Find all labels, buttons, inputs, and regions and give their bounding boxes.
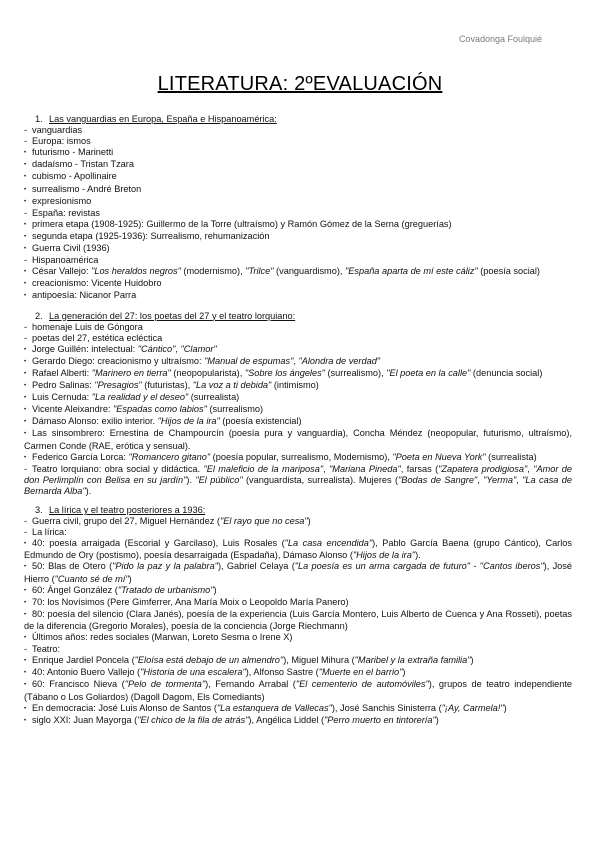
list-item: • En democracia: José Luis Alonso de Santos ("La estanquera de Vallecas"), José Sanchis Sinisterra ("¡Ay, Carmela!") — [24, 703, 572, 715]
bullet-icon: • — [24, 431, 27, 438]
bullet-icon: • — [24, 198, 27, 205]
list-item: • 80: poesía del silencio (Clara Janés), poesía de la experiencia (Luis García Montero, Luis Alberto de Cuenca y Ana Rosseti), poetas de la diferencia (Gregorio Morales), poesía de la conciencia (Jorge Riechmann) — [24, 608, 572, 631]
author-name: Covadonga Foulquié — [458, 34, 542, 44]
list-item: • Pedro Salinas: "Presagios" (futuristas), "La voz a ti debida" (intimismo) — [24, 380, 572, 392]
list-item: • Jorge Guillén: intelectual: "Cántico", "Clamor" — [24, 344, 572, 356]
list-item: - España: revistas — [24, 207, 100, 218]
bullet-icon: • — [24, 186, 27, 193]
dash-marker: - — [24, 516, 28, 527]
bullet-icon: • — [24, 221, 27, 228]
list-item: • 50: Blas de Otero ("Pido la paz y la palabra"), Gabriel Celaya ("La poesía es un arma cargada de futuro" - "Cantos iberos"), José Hierro ("Cuanto sé de mí") — [24, 561, 572, 584]
section-number: 3. — [35, 505, 43, 515]
dash-marker: - — [24, 255, 28, 266]
list-item: • cubismo - Apollinaire — [24, 171, 572, 183]
dash-marker: - — [24, 332, 28, 343]
section-2 — [24, 311, 572, 498]
bullet-icon: • — [24, 346, 27, 353]
list-item: • Últimos años: redes sociales (Marwan, Loreto Sesma o Irene X) — [24, 632, 572, 644]
bullet-icon: • — [24, 174, 27, 181]
document-body — [24, 114, 572, 735]
list-item: • dadaísmo - Tristan Tzara — [24, 159, 572, 171]
bullet-icon: • — [24, 293, 27, 300]
bullet-icon: • — [24, 383, 27, 390]
bullet-icon: • — [24, 358, 27, 365]
list-item: - Guerra civil, grupo del 27, Miguel Hernández ("El rayo que no cesa") — [24, 516, 311, 527]
list-item: • 40: poesía arraigada (Escorial y Garcilaso), Luis Rosales ("La casa encendida"), Pablo García Baena (grupo Cántico), Carlos Edmundo de Ory (postismo), poesía desarraigada (Espadaña), Dámaso Alonso ("Hijos de la ira"). — [24, 538, 572, 561]
list-item: • 60: Ángel González ("Tratado de urbanismo") — [24, 585, 572, 597]
dash-marker: - — [24, 125, 28, 136]
bullet-icon: • — [24, 587, 27, 594]
list-item: - Europa: ismos — [24, 136, 91, 147]
list-item: • 60: Francisco Nieva ("Pelo de tormenta"), Fernando Arrabal ("El cementerio de automóviles"), grupos de teatro independiente (Tábano o Los Goliardos) (Dagoll Dagom, Els Comediants) — [24, 679, 572, 702]
list-item: • 40: Antonio Buero Vallejo ("Historia de una escalera"), Alfonso Sastre ("Muerte en el barrio") — [24, 667, 572, 679]
section-1 — [24, 114, 572, 303]
bullet-icon: • — [24, 541, 27, 548]
bullet-icon: • — [24, 658, 27, 665]
bullet-icon: • — [24, 454, 27, 461]
list-item: • Enrique Jardiel Poncela ("Eloísa está debajo de un almendro"), Miguel Mihura ("Maribel y la extraña familia") — [24, 655, 572, 667]
bullet-icon: • — [24, 599, 27, 606]
bullet-icon: • — [24, 233, 27, 240]
bullet-icon: • — [24, 419, 27, 426]
list-item: • Dámaso Alonso: exilio interior. "Hijos de la ira" (poesía existencial) — [24, 416, 572, 428]
list-item: - vanguardias — [24, 125, 83, 136]
section-title: Las vanguardias en Europa, España e Hispanoamérica: — [49, 114, 277, 124]
list-item: • siglo XXI: Juan Mayorga ("El chico de la fila de atrás"), Angélica Liddel ("Perro muerto en tintorería") — [24, 715, 572, 727]
bullet-icon: • — [24, 370, 27, 377]
bullet-icon: • — [24, 395, 27, 402]
bullet-icon: • — [24, 670, 27, 677]
list-item: • 70: los Novísimos (Pere Gimferrer, Ana María Moix o Leopoldo María Panero) — [24, 597, 572, 609]
page-title: LITERATURA: 2ºEVALUACIÓN — [157, 73, 443, 95]
dash-marker: - — [24, 463, 28, 474]
bullet-icon: • — [24, 682, 27, 689]
list-item: - Hispanoamérica — [24, 255, 99, 266]
list-item: • Federico García Lorca: "Romancero gitano" (poesía popular, surrealismo, Modernismo), "Poeta en Nueva York" (surrealista) — [24, 452, 572, 464]
list-item: • Gerardo Diego: creacionismo y ultraísmo: "Manual de espumas", "Alondra de verdad" — [24, 356, 572, 368]
section-3 — [24, 505, 572, 727]
bullet-icon: • — [24, 246, 27, 253]
list-item: • surrealismo - André Breton — [24, 184, 572, 196]
section-title: La lírica y el teatro posteriores a 1936: — [49, 505, 206, 515]
bullet-icon: • — [24, 269, 27, 276]
list-item: - homenaje Luis de Góngora — [24, 321, 143, 332]
list-item: • César Vallejo: "Los heraldos negros" (modernismo), "Trilce" (vanguardismo), "España aparta de mí este cáliz" (poesía social) — [24, 266, 572, 278]
section-number: 2. — [35, 310, 43, 321]
section-heading — [24, 311, 572, 322]
list-item: - Teatro: — [24, 644, 61, 655]
list-item: • Guerra Civil (1936) — [24, 243, 572, 255]
list-item: • futurismo - Marinetti — [24, 147, 572, 159]
list-item: • Rafael Alberti: "Marinero en tierra" (neopopularista), "Sobre los ángeles" (surrealismo), "El poeta en la calle" (denuncia social) — [24, 368, 572, 380]
bullet-icon: • — [24, 611, 27, 618]
list-item: • segunda etapa (1925-1936): Surrealismo, rehumanización — [24, 231, 572, 243]
section-heading — [24, 505, 572, 516]
list-item: - Teatro lorquiano: obra social y didáctica. "El maleficio de la mariposa", "Mariana Pineda", farsas ("Zapatera prodigiosa", "Amor de don Perlimplín con Belisa en su jardín"). "El público" (vanguardista, surrealista). Mujeres ("Bodas de Sangre", "Yerma", "La casa de Bernarda Alba"). — [24, 463, 573, 496]
list-item: • antipoesía: Nicanor Parra — [24, 290, 572, 302]
dash-marker: - — [24, 527, 28, 538]
list-item: • Las sinsombrero: Ernestina de Champourcín (poesía pura y vanguardia), Concha Méndez (neopopular, futurismo, ultraísmo), Carmen Conde (RAE, erótica y sensual). — [24, 428, 572, 451]
bullet-icon: • — [24, 162, 27, 169]
list-item: • Luis Cernuda: "La realidad y el deseo" (surrealista) — [24, 392, 572, 404]
bullet-icon: • — [24, 407, 27, 414]
section-number: 1. — [35, 114, 43, 124]
bullet-icon: • — [24, 705, 27, 712]
dash-marker: - — [24, 644, 28, 655]
bullet-icon: • — [24, 281, 27, 288]
bullet-icon: • — [24, 717, 27, 724]
section-title: La generación del 27: los poetas del 27 y el teatro lorquiano: — [49, 310, 296, 321]
list-item: • Vicente Aleixandre: "Espadas como labios" (surrealismo) — [24, 404, 572, 416]
section-heading — [24, 114, 572, 125]
list-item: • primera etapa (1908-1925): Guillermo de la Torre (ultraísmo) y Ramón Gómez de la Serna (greguerías) — [24, 219, 572, 231]
bullet-icon: • — [24, 564, 27, 571]
bullet-icon: • — [24, 635, 27, 642]
list-item: - poetas del 27, estética ecléctica — [24, 332, 163, 343]
dash-marker: - — [24, 136, 28, 147]
list-item: • creacionismo: Vicente Huidobro — [24, 278, 572, 290]
bullet-icon: • — [24, 150, 27, 157]
list-item: • expresionismo — [24, 196, 572, 208]
list-item: - La lírica: — [24, 527, 67, 538]
dash-marker: - — [24, 207, 28, 218]
dash-marker: - — [24, 321, 28, 332]
